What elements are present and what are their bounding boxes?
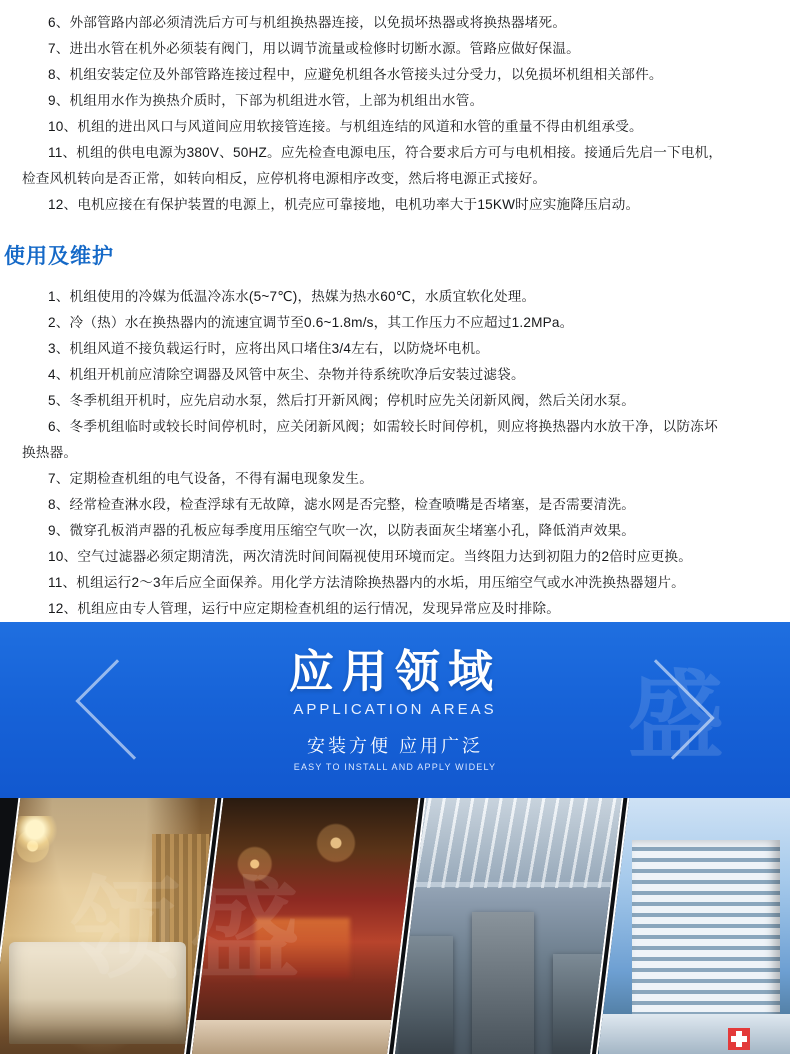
banquet-hall-image [185, 798, 421, 1054]
maintenance-item: 4、机组开机前应清除空调器及风管中灰尘、杂物并待系统吹净后安装过滤袋。 [48, 367, 525, 382]
maintenance-item: 12、机组应由专人管理，运行中应定期检查机组的运行情况，发现异常应及时排除。 [48, 601, 561, 616]
maintenance-item: 2、冷（热）水在换热器内的流速宜调节至0.6~1.8m/s，其工作压力不应超过1.2MPa。 [48, 315, 574, 330]
banner-tagline-english: EASY TO INSTALL AND APPLY WIDELY [293, 762, 497, 773]
factory-workshop-image [388, 798, 624, 1054]
photo-inner [388, 798, 624, 1054]
installation-note-item: 10、机组的进出风口与风道间应用软接管连接。与机组连结的风道和水管的重量不得由机组承受。 [48, 119, 643, 134]
hospital-cross-icon [728, 1028, 750, 1050]
chevron-left-decoration [75, 659, 175, 759]
factory-roof-decoration [388, 798, 624, 888]
gallery-photo-banquet-hall [185, 798, 421, 1054]
installation-note-item: 9、机组用水作为换热介质时，下部为机组进水管，上部为机组出水管。 [48, 93, 484, 108]
stage-decoration [255, 918, 351, 978]
maintenance-item: 1、机组使用的冷媒为低温冷冻水(5~7℃)，热媒为热水60℃，水质宜软化处理。 [48, 289, 536, 304]
gallery-photo-factory-workshop [388, 798, 624, 1054]
installation-note-item: 7、进出水管在机外必须装有阀门，用以调节流量或检修时切断水源。管路应做好保温。 [48, 41, 580, 56]
installation-note-item: 6、外部管路内部必须清洗后方可与机组换热器连接，以免损坏热器或将换热器堵死。 [48, 15, 567, 30]
photo-inner [0, 798, 217, 1054]
maintenance-item: 9、微穿孔板消声器的孔板应每季度用压缩空气吹一次，以防表面灰尘堵塞小孔，降低消声效果。 [48, 523, 636, 538]
banner-subtitle: APPLICATION AREAS [293, 701, 497, 719]
maintenance-line: 6、冬季机组临时或较长时间停机时，应关闭新风阀；如需较长时间停机，则应将换热器内水放干净，以防冻坏 [48, 419, 718, 434]
maintenance-item: 5、冬季机组开机时，应先启动水泵，然后打开新风阀；停机时应先关闭新风阀，然后关闭水泵。 [48, 393, 636, 408]
hospital-building-image [591, 798, 790, 1054]
photo-inner [591, 798, 790, 1054]
maintenance-line: 换热器。 [22, 445, 78, 460]
application-photo-gallery [0, 798, 790, 1054]
gallery-photo-hospital-building [591, 798, 790, 1054]
maintenance-item: 11、机组运行2～3年后应全面保养。用化学方法清除换热器内的水垢，用压缩空气或水冲洗换热器翅片。 [48, 575, 685, 590]
banner-title: 应用领域 [288, 645, 501, 697]
installation-note-item: 12、电机应接在有保护装置的电源上，机壳应可靠接地，电机功率大于15KW时应实施降压启动。 [48, 197, 640, 212]
application-areas-banner [0, 622, 790, 798]
pipe-decoration [388, 882, 624, 887]
podium-decoration [599, 1014, 790, 1054]
maintenance-item: 8、经常检查淋水段，检查浮球有无故障，滤水网是否完整，检查喷嘴是否堵塞，是否需要清洗。 [48, 497, 636, 512]
installation-notes-section [0, 0, 790, 218]
chevron-right-decoration [614, 659, 714, 759]
photo-inner [185, 798, 421, 1054]
installation-note-line: 11、机组的供电电源为380V、50HZ。应先检查电源电压，符合要求后方可与电机相接。接通后先启一下电机， [48, 145, 723, 160]
maintenance-item: 3、机组风道不接负载运行时，应将出风口堵住3/4左右，以防烧坏电机。 [48, 341, 490, 356]
maintenance-item: 10、空气过滤器必须定期清洗，两次清洗时间间隔视使用环境而定。当终阻力达到初阻力的2倍时应更换。 [48, 549, 692, 564]
installation-note-item-11 [22, 140, 768, 192]
maintenance-section [0, 276, 790, 622]
section-title-maintenance: 使用及维护 [4, 245, 114, 268]
banner-watermark: 盛 [628, 663, 730, 770]
machine-decoration [472, 912, 534, 1054]
installation-note-item: 8、机组安装定位及外部管路连接过程中，应避免机组各水管接头过分受力，以免损坏机组相关部件。 [48, 67, 663, 82]
hotel-bedroom-image [0, 798, 217, 1054]
maintenance-item: 7、定期检查机组的电气设备，不得有漏电现象发生。 [48, 471, 374, 486]
chandelier-icon [13, 816, 57, 850]
maintenance-item-6 [22, 414, 768, 466]
gallery-photo-hotel-bedroom [0, 798, 217, 1054]
machine-decoration [400, 936, 453, 1054]
installation-note-line: 检查风机转向是否正常，如转向相反，应停机将电源相序改变，然后将电源正式接好。 [22, 171, 547, 186]
banner-tagline: 安装方便 应用广泛 [306, 736, 483, 757]
